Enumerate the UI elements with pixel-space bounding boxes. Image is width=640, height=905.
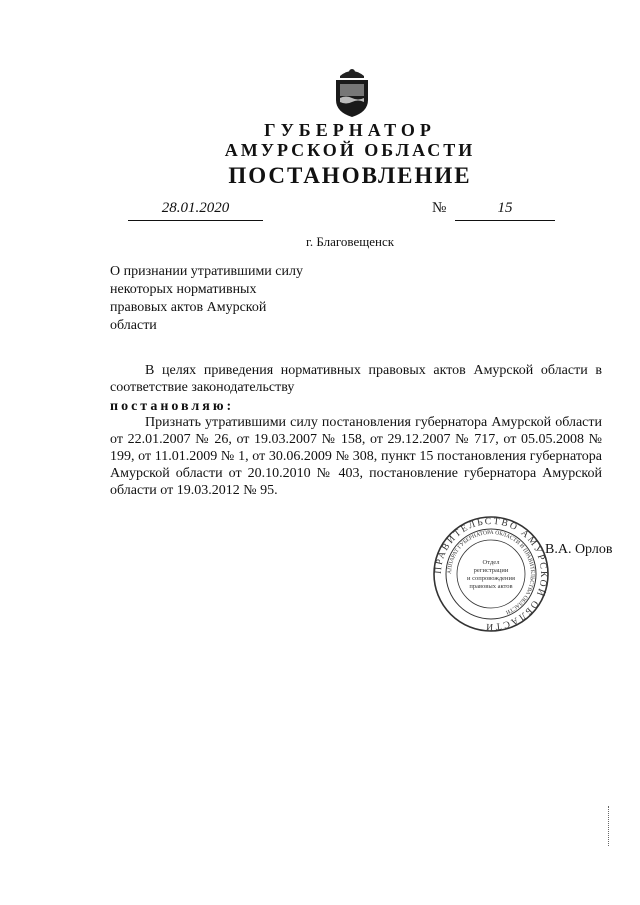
coat-of-arms-emblem [330, 66, 374, 118]
document-date: 28.01.2020 [128, 200, 263, 221]
scan-margin-mark [608, 806, 611, 846]
header-governor: ГУБЕРНАТОР [264, 120, 436, 140]
seal-outer-text: ПРАВИТЕЛЬСТВО АМУРСКОЙ ОБЛАСТИ [433, 516, 549, 632]
seal-inner-line: Отдел [482, 559, 500, 566]
seal-inner-line: регистрации [473, 567, 509, 574]
document-number: 15 [455, 200, 555, 221]
seal-inner-line: и сопровождения [467, 575, 515, 582]
city-line: г. Благовещенск [305, 234, 395, 249]
signatory-name: В.А. Орлов [545, 542, 613, 557]
header-region: АМУРСКОЙ ОБЛАСТИ [224, 140, 476, 160]
number-label: № [432, 200, 447, 216]
official-seal-stamp [432, 515, 550, 633]
resolve-word: постановляю: [110, 399, 235, 414]
intro-paragraph: В целях приведения нормативных правовых актов Амурской области в соответствие законодательству [110, 363, 602, 395]
main-clause: Признать утратившими силу постановления губернатора Амурской области от 22.01.2007 № 26, от 19.03.2007 № 158, от 29.12.2007 № 717, от 05.05.2008 № 199, от 11.01.2009 № 1, от 30.06.2009 № 308, пункт 15 постановления губернатора Амурской области от 20.10.2010 № 403, постановление губернатора Амурской области от 19.03.2012 № 95. [110, 415, 602, 498]
seal-ring-text: АППАРАТ ГУБЕРНАТОРА ОБЛАСТИ И ПРАВИТЕЛЬСТВА ОБЛАСТИ [446, 529, 536, 615]
seal-inner-line: правовых актов [469, 583, 513, 590]
document-subject: О признании утратившими силу некоторых нормативных правовых актов Амурской области [110, 264, 303, 333]
document-type-title: ПОСТАНОВЛЕНИЕ [228, 163, 472, 188]
